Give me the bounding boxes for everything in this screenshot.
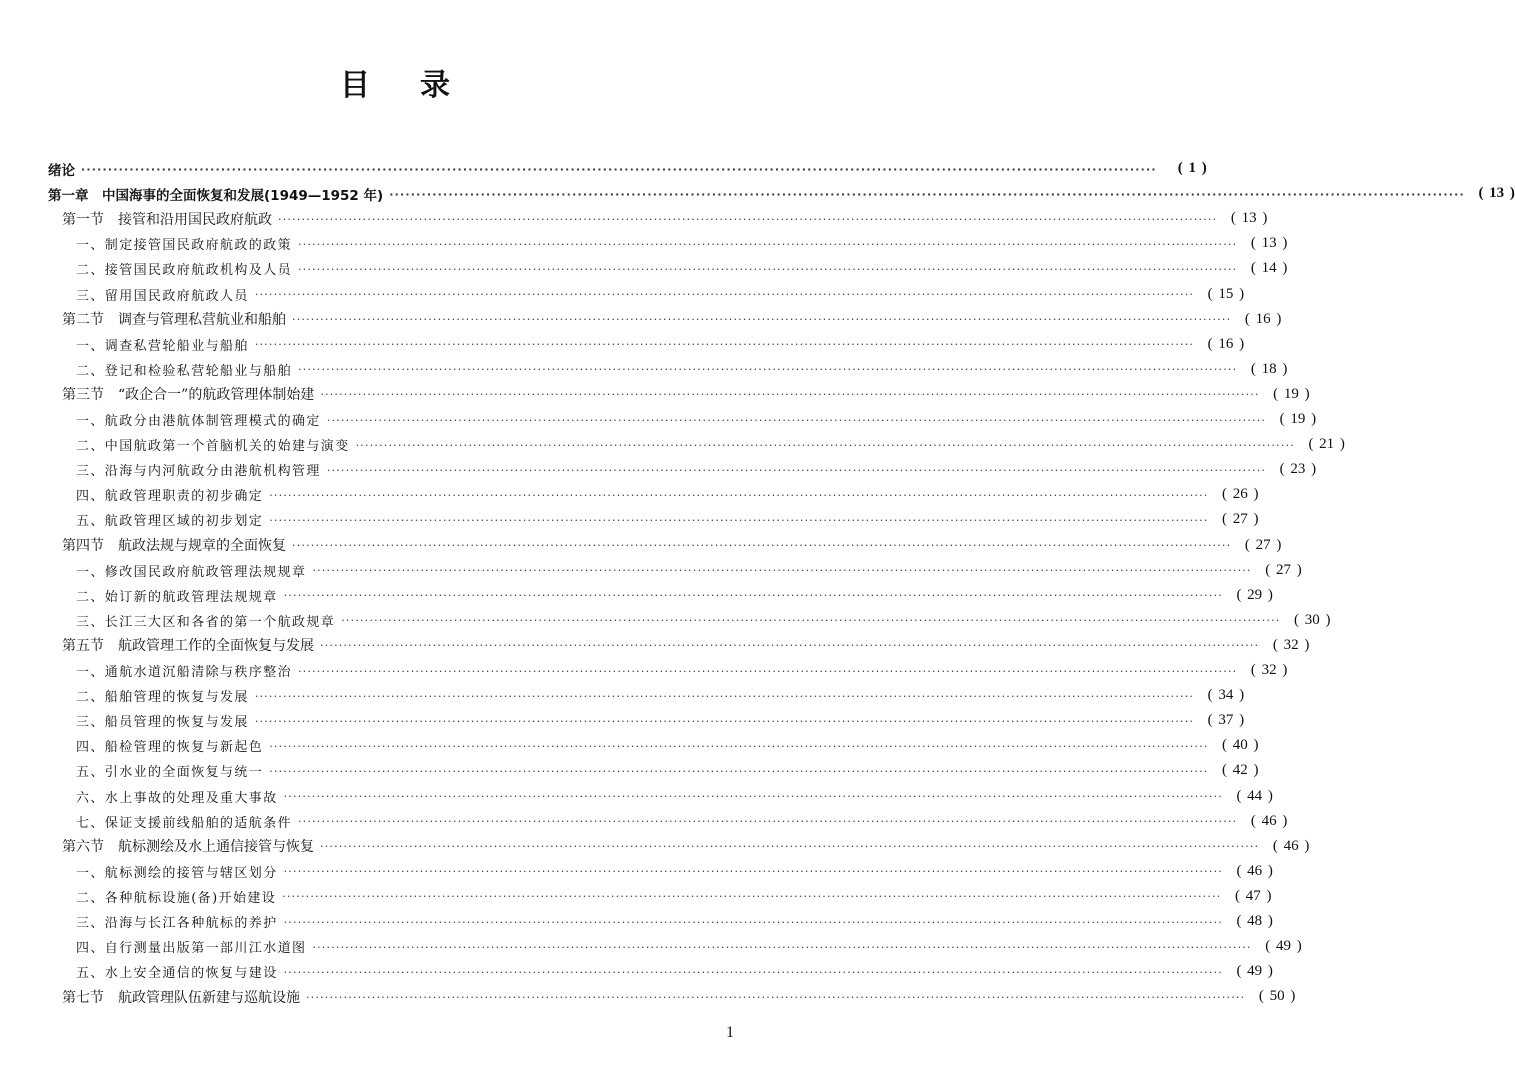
toc-subsection-entry[interactable] <box>76 683 1245 708</box>
toc-entry-label: 二、船舶管理的恢复与发展 <box>76 690 249 706</box>
toc-entry-label: 二、登记和检验私营轮船业与船舶 <box>76 363 293 379</box>
toc-entry-page: ( 27 ) <box>1222 511 1259 528</box>
toc-entry-page: ( 34 ) <box>1207 687 1245 704</box>
toc-entry-page: ( 18 ) <box>1250 360 1288 377</box>
toc-entry-label: 一、调查私营轮船业与船舶 <box>76 338 249 354</box>
toc-entry-label: 一、修改国民政府航政管理法规规章 <box>76 564 307 580</box>
toc-entry-page: ( 27 ) <box>1244 536 1282 553</box>
toc-subsection-entry[interactable] <box>76 332 1245 357</box>
toc-entry-label: 二、始订新的航政管理法规规章 <box>76 589 278 605</box>
toc-entry-page: ( 30 ) <box>1294 611 1331 628</box>
toc-subsection-entry[interactable] <box>76 884 1272 909</box>
dot-leader: ········································································································································································································ <box>298 262 1238 276</box>
toc-entry-label: 第一章 中国海事的全面恢复和发展(1949—1952 年) <box>48 187 384 204</box>
toc-entry-page: ( 49 ) <box>1236 963 1273 980</box>
toc-subsection-entry[interactable] <box>76 859 1273 884</box>
toc-subsection-entry[interactable] <box>76 231 1288 256</box>
toc-subsection-entry[interactable] <box>76 482 1259 507</box>
dot-leader: ········································································································································································································ <box>269 488 1209 502</box>
toc-entry-page: ( 44 ) <box>1236 787 1273 804</box>
toc-entry-label: 七、保证支援前线船舶的适航条件 <box>76 815 293 831</box>
dot-leader: ········································································································································································································ <box>254 689 1195 703</box>
toc-entry-label: 第六节 航标测绘及水上通信接管与恢复 <box>62 839 314 856</box>
dot-leader: ········································································································································································································ <box>355 438 1295 452</box>
toc-entry-page: ( 13 ) <box>1478 185 1515 202</box>
toc-entry-label: 三、留用国民政府航政人员 <box>76 288 249 304</box>
toc-subsection-entry[interactable] <box>76 608 1331 633</box>
dot-leader: ········································································································································································································ <box>326 463 1267 477</box>
toc-entry-label: 五、水上安全通信的恢复与建设 <box>76 966 278 982</box>
toc-entry-page: ( 42 ) <box>1222 762 1259 779</box>
dot-leader: ········································································································································································································ <box>292 313 1232 327</box>
toc-subsection-entry[interactable] <box>76 457 1317 482</box>
dot-leader: ········································································································································································································ <box>283 790 1223 803</box>
toc-entry-page: ( 16 ) <box>1244 310 1282 327</box>
toc-subsection-entry[interactable] <box>76 256 1288 281</box>
toc-subsection-entry[interactable] <box>76 583 1273 608</box>
toc-subsection-entry[interactable] <box>76 407 1317 432</box>
dot-leader: ········································································································································································································ <box>278 212 1218 226</box>
toc-entry-label: 二、接管国民政府航政机构及人员 <box>76 263 293 279</box>
toc-subsection-entry[interactable] <box>76 909 1273 934</box>
toc-subsection-entry[interactable] <box>76 357 1288 382</box>
toc-section-entry[interactable] <box>62 633 1310 658</box>
toc-entry-label: 第二节 调查与管理私营航业和船舶 <box>62 312 286 329</box>
toc-entry-page: ( 48 ) <box>1236 913 1273 929</box>
toc-entry-label: 一、通航水道沉船清除与秩序整治 <box>76 665 293 680</box>
dot-leader: ········································································································································································································ <box>341 614 1281 628</box>
title-char-mu: 目 <box>340 68 370 103</box>
toc-entry-page: ( 13 ) <box>1230 210 1268 227</box>
toc-entry-page: ( 14 ) <box>1250 260 1288 277</box>
toc-subsection-entry[interactable] <box>76 934 1302 959</box>
dot-leader: ········································································································································································································ <box>81 162 1157 176</box>
toc-section-entry[interactable] <box>62 834 1310 859</box>
toc-entry-label: 五、引水业的全面恢复与统一 <box>76 765 264 781</box>
toc-entry-label: 第四节 航政法规与规章的全面恢复 <box>62 538 286 554</box>
toc-entry-page: ( 19 ) <box>1279 411 1317 427</box>
toc-subsection-entry[interactable] <box>76 959 1273 984</box>
toc-entry-label: 第三节 “政企合一”的航政管理体制始建 <box>62 387 315 404</box>
dot-leader: ········································································································································································································ <box>312 940 1252 954</box>
toc-section-entry[interactable] <box>62 984 1296 1009</box>
toc-subsection-entry[interactable] <box>76 708 1245 733</box>
dot-leader: ········································································································································································································ <box>269 739 1209 753</box>
toc-section-entry[interactable] <box>62 533 1282 558</box>
dot-leader: ········································································································································································································ <box>306 990 1246 1004</box>
toc-entry-label: 第一节 接管和沿用国民政府航政 <box>62 211 272 228</box>
toc-entry-page: ( 32 ) <box>1250 662 1288 678</box>
toc-entry-label: 二、中国航政第一个首脑机关的始建与演变 <box>76 439 350 455</box>
dot-leader: ········································································································································································································ <box>389 187 1465 201</box>
dot-leader: ········································································································································································································ <box>283 589 1223 603</box>
page-title <box>0 66 790 106</box>
toc-subsection-entry[interactable] <box>76 809 1288 834</box>
toc-entry-label: 二、各种航标设施(备)开始建设 <box>76 890 277 906</box>
toc-section-entry[interactable] <box>62 307 1282 332</box>
toc-subsection-entry[interactable] <box>76 432 1345 457</box>
dot-leader: ········································································································································································································ <box>282 890 1222 904</box>
toc-entry-page: ( 13 ) <box>1250 235 1288 252</box>
dot-leader: ········································································································································································································ <box>254 338 1195 352</box>
dot-leader: ········································································································································································································ <box>292 539 1232 552</box>
toc-entry-page: ( 46 ) <box>1250 812 1288 829</box>
toc-entry-label: 四、船检管理的恢复与新起色 <box>76 740 264 756</box>
toc-subsection-entry[interactable] <box>76 658 1288 683</box>
toc-entry-page: ( 19 ) <box>1273 385 1310 402</box>
toc-entry-label: 四、航政管理职责的初步确定 <box>76 489 264 505</box>
dot-leader: ········································································································································································································ <box>312 564 1252 578</box>
toc-chapter-entry[interactable] <box>48 156 1207 181</box>
toc-entry-page: ( 47 ) <box>1234 887 1272 904</box>
toc-entry-label: 第七节 航政管理队伍新建与巡航设施 <box>62 989 300 1006</box>
toc-entry-page: ( 23 ) <box>1279 461 1317 478</box>
toc-subsection-entry[interactable] <box>76 282 1245 307</box>
toc-entry-page: ( 26 ) <box>1222 486 1259 503</box>
toc-section-entry[interactable] <box>62 206 1268 231</box>
toc-entry-page: ( 21 ) <box>1308 436 1345 453</box>
dot-leader: ········································································································································································································ <box>254 714 1195 728</box>
toc-subsection-entry[interactable] <box>76 733 1259 758</box>
toc-entry-label: 绪论 <box>48 162 75 179</box>
dot-leader: ········································································································································································································ <box>283 865 1223 879</box>
toc-chapter-entry[interactable] <box>48 181 1515 206</box>
dot-leader: ········································································································································································································ <box>283 965 1223 979</box>
toc-entry-page: ( 40 ) <box>1222 737 1259 754</box>
dot-leader: ········································································································································································································ <box>283 915 1223 929</box>
toc-section-entry[interactable] <box>62 382 1310 407</box>
title-char-lu: 录 <box>420 68 450 103</box>
toc-entry-label: 三、沿海与内河航政分由港航机构管理 <box>76 464 321 480</box>
dot-leader: ········································································································································································································ <box>298 815 1238 829</box>
toc-entry-label: 六、水上事故的处理及重大事故 <box>76 790 278 806</box>
dot-leader: ········································································································································································································ <box>320 388 1260 402</box>
toc-subsection-entry[interactable] <box>76 758 1259 783</box>
toc-entry-page: ( 37 ) <box>1207 712 1245 729</box>
toc-entry-page: ( 50 ) <box>1258 988 1296 1005</box>
toc-subsection-entry[interactable] <box>76 558 1302 583</box>
toc-entry-page: ( 27 ) <box>1265 561 1302 578</box>
toc-entry-label: 一、航政分由港航体制管理模式的确定 <box>76 414 321 429</box>
dot-leader: ········································································································································································································ <box>269 513 1209 527</box>
dot-leader: ········································································································································································································ <box>298 363 1238 377</box>
toc-entry-label: 五、航政管理区域的初步划定 <box>76 514 264 530</box>
toc-entry-page: ( 49 ) <box>1265 938 1302 955</box>
toc-entry-page: ( 15 ) <box>1207 285 1245 302</box>
toc-entry-page: ( 1 ) <box>1177 160 1207 176</box>
toc-entry-page: ( 46 ) <box>1236 862 1273 879</box>
toc-entry-label: 三、长江三大区和各省的第一个航政规章 <box>76 614 336 630</box>
toc-entry-page: ( 46 ) <box>1272 837 1310 854</box>
page-number: 1 <box>726 1024 734 1041</box>
toc-entry-label: 四、自行测量出版第一部川江水道图 <box>76 941 307 957</box>
toc-subsection-entry[interactable] <box>76 507 1259 532</box>
dot-leader: ········································································································································································································ <box>320 840 1260 854</box>
toc-subsection-entry[interactable] <box>76 784 1273 809</box>
dot-leader: ········································································································································································································ <box>298 237 1238 251</box>
toc-entry-label: 一、航标测绘的接管与辖区划分 <box>76 865 278 881</box>
dot-leader: ········································································································································································································ <box>254 288 1195 301</box>
toc-entry-page: ( 16 ) <box>1207 335 1245 352</box>
toc-entry-page: ( 29 ) <box>1236 586 1273 603</box>
toc-entry-page: ( 32 ) <box>1272 636 1310 653</box>
toc-entry-label: 三、沿海与长江各种航标的养护 <box>76 916 278 931</box>
dot-leader: ········································································································································································································ <box>269 764 1209 778</box>
dot-leader: ········································································································································································································ <box>298 664 1238 678</box>
toc-entry-label: 第五节 航政管理工作的全面恢复与发展 <box>62 638 314 655</box>
dot-leader: ········································································································································································································ <box>326 413 1267 427</box>
dot-leader: ········································································································································································································ <box>320 639 1260 653</box>
toc-entry-label: 三、船员管理的恢复与发展 <box>76 715 249 731</box>
toc-entry-label: 一、制定接管国民政府航政的政策 <box>76 238 293 254</box>
